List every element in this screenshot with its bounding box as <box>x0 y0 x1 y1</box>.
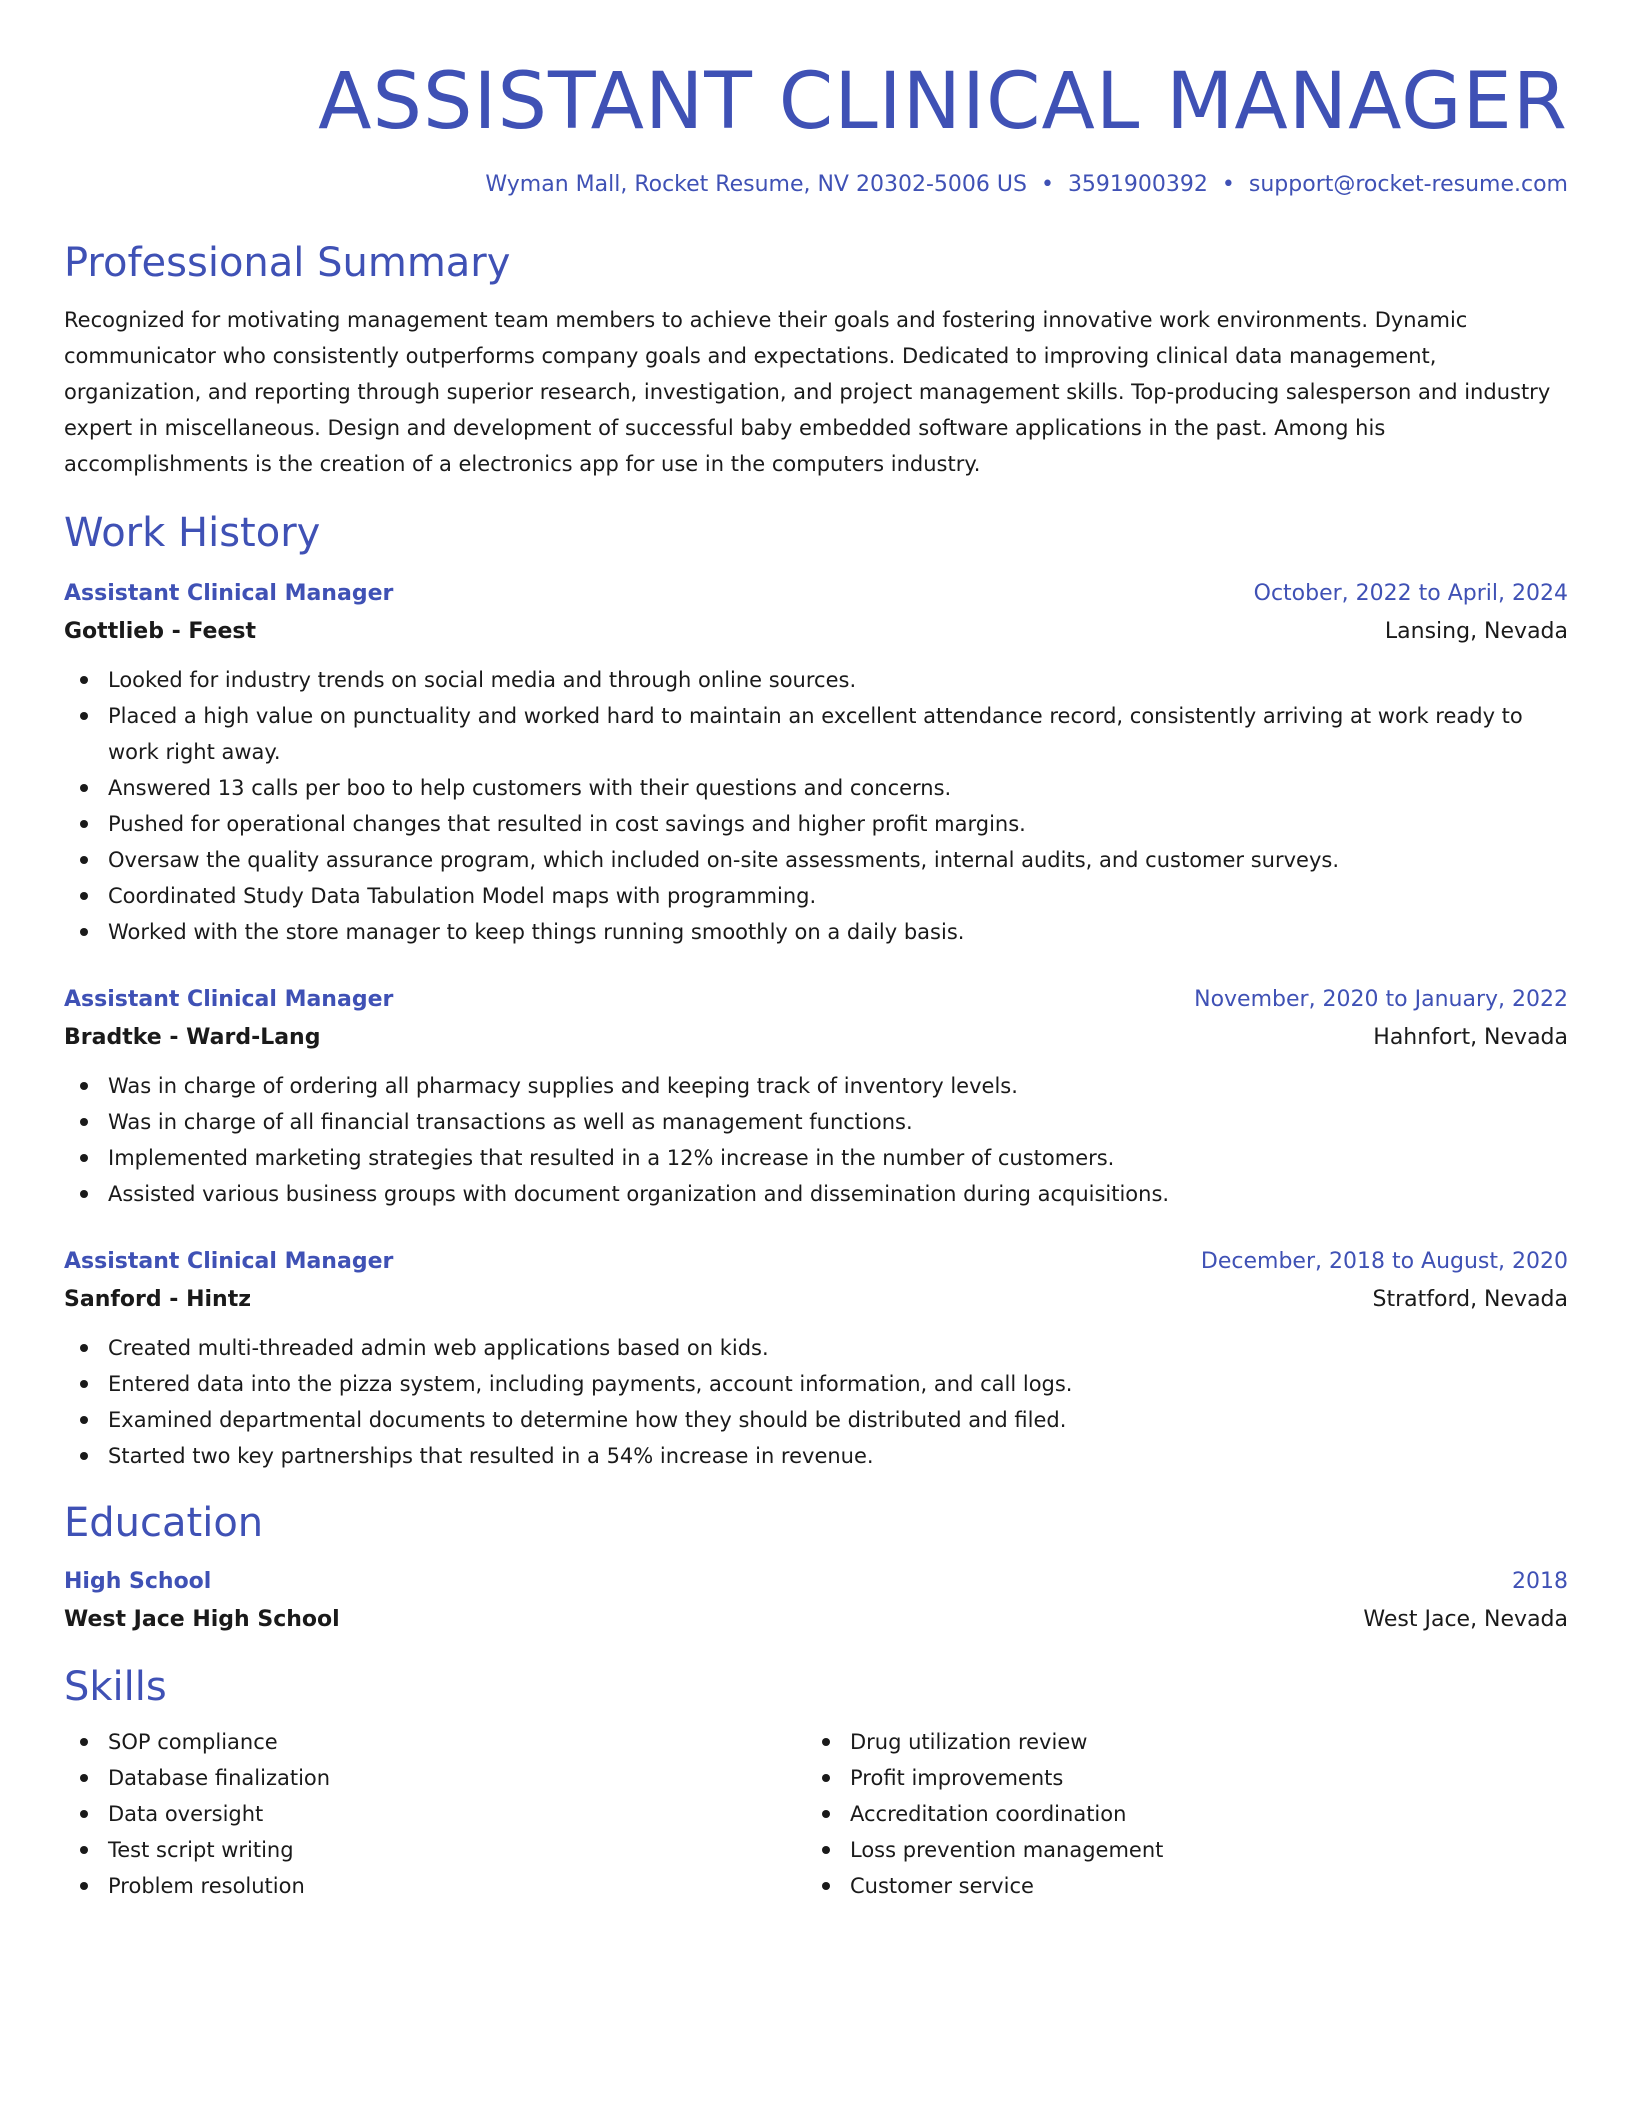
job-bullets <box>64 1330 1568 1474</box>
skill-item: Accreditation coordination <box>806 1796 1568 1832</box>
education-heading: Education <box>64 1500 264 1546</box>
job-role: Assistant Clinical Manager <box>64 581 394 606</box>
resume-page <box>64 56 1568 1904</box>
education-year: 2018 <box>1512 1569 1568 1594</box>
summary-heading: Professional Summary <box>64 240 511 286</box>
job-employer: Gottlieb - Feest <box>64 619 256 644</box>
job-bullet: Coordinated Study Data Tabulation Model maps with programming. <box>64 878 1568 914</box>
job-entry <box>64 576 1568 950</box>
job-location: Lansing, Nevada <box>1384 619 1568 644</box>
job-bullet: Worked with the store manager to keep things running smoothly on a daily basis. <box>64 914 1568 950</box>
job-bullet: Was in charge of ordering all pharmacy supplies and keeping track of inventory levels. <box>64 1068 1568 1104</box>
skill-item: Customer service <box>806 1868 1568 1904</box>
skills-heading: Skills <box>64 1664 167 1710</box>
contact-separator: • <box>1221 172 1235 197</box>
job-role: Assistant Clinical Manager <box>64 1249 394 1274</box>
job-bullet: Looked for industry trends on social media and through online sources. <box>64 662 1568 698</box>
skills-list <box>64 1724 1568 1904</box>
job-bullet: Entered data into the pizza system, including payments, account information, and call logs. <box>64 1366 1568 1402</box>
job-bullet: Created multi-threaded admin web applications based on kids. <box>64 1330 1568 1366</box>
skill-item: Data oversight <box>64 1796 806 1832</box>
contact-address: Wyman Mall, Rocket Resume, NV 20302-5006 US <box>485 172 1027 197</box>
contact-line <box>64 170 1568 200</box>
job-bullet: Placed a high value on punctuality and worked hard to maintain an excellent attendance record, consistently arriving at work ready to work right away. <box>64 698 1568 770</box>
contact-email: support@rocket-resume.com <box>1248 172 1568 197</box>
job-entry <box>64 1244 1568 1474</box>
skill-item: Database finalization <box>64 1760 806 1796</box>
job-employer: Bradtke - Ward-Lang <box>64 1025 321 1050</box>
job-bullet: Started two key partnerships that resulted in a 54% increase in revenue. <box>64 1438 1568 1474</box>
contact-phone: 3591900392 <box>1067 172 1208 197</box>
job-bullet: Examined departmental documents to determine how they should be distributed and filed. <box>64 1402 1568 1438</box>
job-dates: December, 2018 to August, 2020 <box>1200 1249 1568 1274</box>
skill-item: Test script writing <box>64 1832 806 1868</box>
job-bullet: Assisted various business groups with document organization and dissemination during acquisitions. <box>64 1176 1568 1212</box>
education-entry <box>64 1564 1568 1640</box>
job-bullet: Implemented marketing strategies that resulted in a 12% increase in the number of customers. <box>64 1140 1568 1176</box>
resume-title: ASSISTANT CLINICAL MANAGER <box>318 57 1568 147</box>
job-dates: November, 2020 to January, 2022 <box>1194 987 1568 1012</box>
job-bullet: Answered 13 calls per boo to help customers with their questions and concerns. <box>64 770 1568 806</box>
skill-item: Problem resolution <box>64 1868 806 1904</box>
job-bullet: Pushed for operational changes that resulted in cost savings and higher profit margins. <box>64 806 1568 842</box>
job-dates: October, 2022 to April, 2024 <box>1253 581 1568 606</box>
job-bullet: Was in charge of all financial transactions as well as management functions. <box>64 1104 1568 1140</box>
education-school: West Jace High School <box>64 1607 340 1632</box>
skills-column-left <box>64 1724 806 1904</box>
job-role: Assistant Clinical Manager <box>64 987 394 1012</box>
skill-item: Loss prevention management <box>806 1832 1568 1868</box>
work-history-heading: Work History <box>64 510 321 556</box>
job-bullets <box>64 1068 1568 1212</box>
job-location: Stratford, Nevada <box>1372 1287 1568 1312</box>
skills-column-right <box>806 1724 1568 1904</box>
skill-item: Profit improvements <box>806 1760 1568 1796</box>
job-bullet: Oversaw the quality assurance program, which included on-site assessments, internal audits, and customer surveys. <box>64 842 1568 878</box>
skill-item: SOP compliance <box>64 1724 806 1760</box>
job-employer: Sanford - Hintz <box>64 1287 252 1312</box>
education-location: West Jace, Nevada <box>1363 1607 1568 1632</box>
job-location: Hahnfort, Nevada <box>1373 1025 1568 1050</box>
education-degree: High School <box>64 1569 212 1594</box>
summary-text: Recognized for motivating management team members to achieve their goals and fostering innovative work environments. Dynamic communicator who consistently outperforms company goals and expectations. Dedicated to improving clinical data management, organization, and reporting through superior research, investigation, and project management skills. Top-producing salesperson and industry expert in miscellaneous. Design and development of successful baby embedded software applications in the past. Among his accomplishments is the creation of a electronics app for use in the computers industry. <box>64 308 1551 476</box>
job-entry <box>64 982 1568 1212</box>
contact-separator: • <box>1040 172 1054 197</box>
job-bullets <box>64 662 1568 950</box>
skill-item: Drug utilization review <box>806 1724 1568 1760</box>
